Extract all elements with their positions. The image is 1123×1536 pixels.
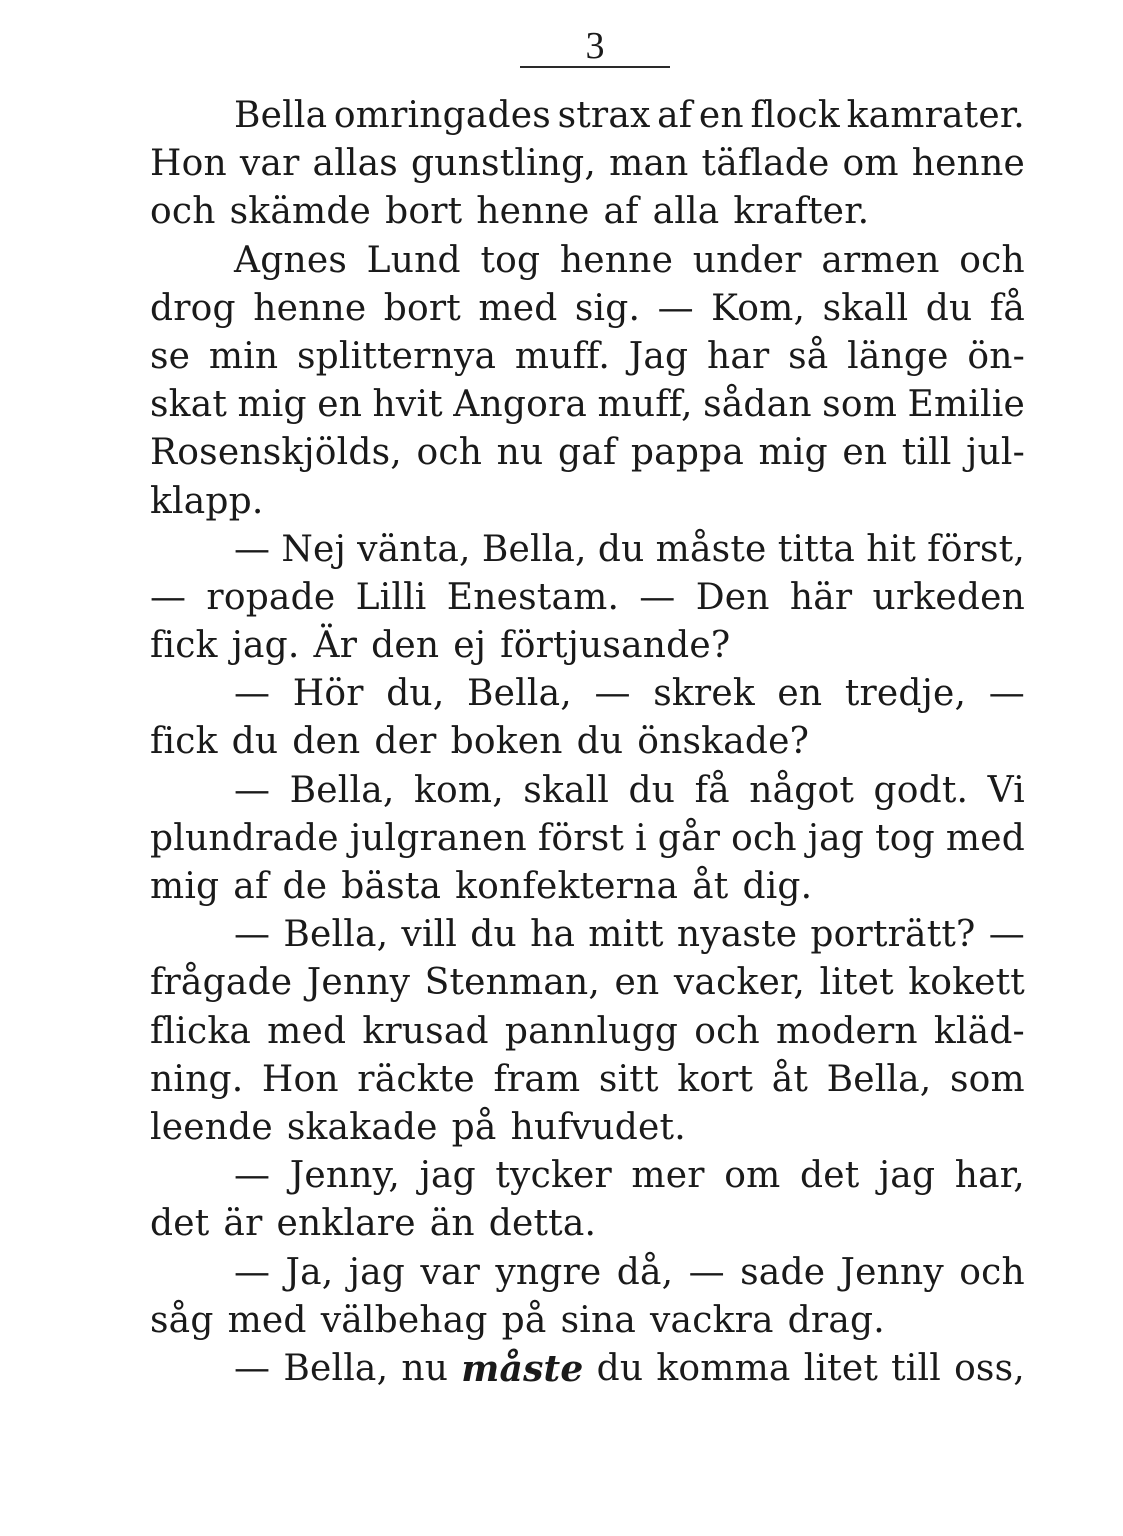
paragraph xyxy=(150,237,1025,526)
text-line: flicka med krusad pannlugg och modern kläd- xyxy=(150,1010,1025,1052)
paragraph xyxy=(150,670,1025,766)
text-line: mig af de bästa konfekterna åt dig. xyxy=(150,866,813,907)
text-line: Rosenskjölds, och nu gaf pappa mig en till jul- xyxy=(150,432,1025,474)
paragraph xyxy=(150,1345,1025,1393)
text-line: Bella omringades strax af en flock kamrater. xyxy=(234,95,1025,136)
text-line: ning. Hon räckte fram sitt kort åt Bella, som xyxy=(150,1058,1025,1100)
text-line: skat mig en hvit Angora muff, sådan som Emilie xyxy=(150,384,1025,426)
text-line: — Bella, vill du ha mitt nyaste porträtt? — xyxy=(234,914,1025,956)
paragraph xyxy=(150,911,1025,1152)
text-line: — Bella, kom, skall du få något godt. Vi xyxy=(234,769,1025,811)
paragraph xyxy=(150,1152,1025,1248)
text-line: drog henne bort med sig. — Kom, skall du få xyxy=(150,287,1025,329)
text-line: det är enklare än detta. xyxy=(150,1203,597,1245)
paragraph xyxy=(150,526,1025,671)
paragraph xyxy=(150,1249,1025,1345)
text-line: — Ja, jag var yngre då, — sade Jenny och xyxy=(234,1251,1025,1293)
text-line: — Jenny, jag tycker mer om det jag har, xyxy=(234,1155,1025,1197)
paragraph xyxy=(150,92,1025,237)
text-line: Agnes Lund tog henne under armen och xyxy=(234,239,1025,281)
page-number: 3 xyxy=(585,25,605,67)
text-line: såg med välbehag på sina vackra drag. xyxy=(150,1299,885,1341)
page-number-rule xyxy=(520,66,670,68)
text-line: — Nej vänta, Bella, du måste titta hit först, xyxy=(234,528,1025,570)
text-line: se min splitternya muff. Jag har så länge ön- xyxy=(150,335,1025,377)
text-line: frågade Jenny Stenman, en vacker, litet kokett xyxy=(150,962,1025,1004)
text-line: fick du den der boken du önskade? xyxy=(150,721,810,763)
text-line: klapp. xyxy=(150,480,264,522)
text-line: Hon var allas gunstling, man täflade om henne xyxy=(150,143,1025,185)
paragraph xyxy=(150,767,1025,912)
body-text xyxy=(150,92,1025,1393)
text-line: — Hör du, Bella, — skrek en tredje, — xyxy=(234,673,1025,715)
text-line: — Bella, nu måste du komma litet till oss, xyxy=(234,1347,1025,1390)
text-line: och skämde bort henne af alla krafter. xyxy=(150,191,870,233)
text-line: leende skakade på hufvudet. xyxy=(150,1106,686,1148)
text-line: fick jag. Är den ej förtjusande? xyxy=(150,625,731,667)
text-line: plundrade julgranen först i går och jag tog med xyxy=(150,817,1025,859)
text-line: — ropade Lilli Enestam. — Den här urkeden xyxy=(150,576,1025,618)
